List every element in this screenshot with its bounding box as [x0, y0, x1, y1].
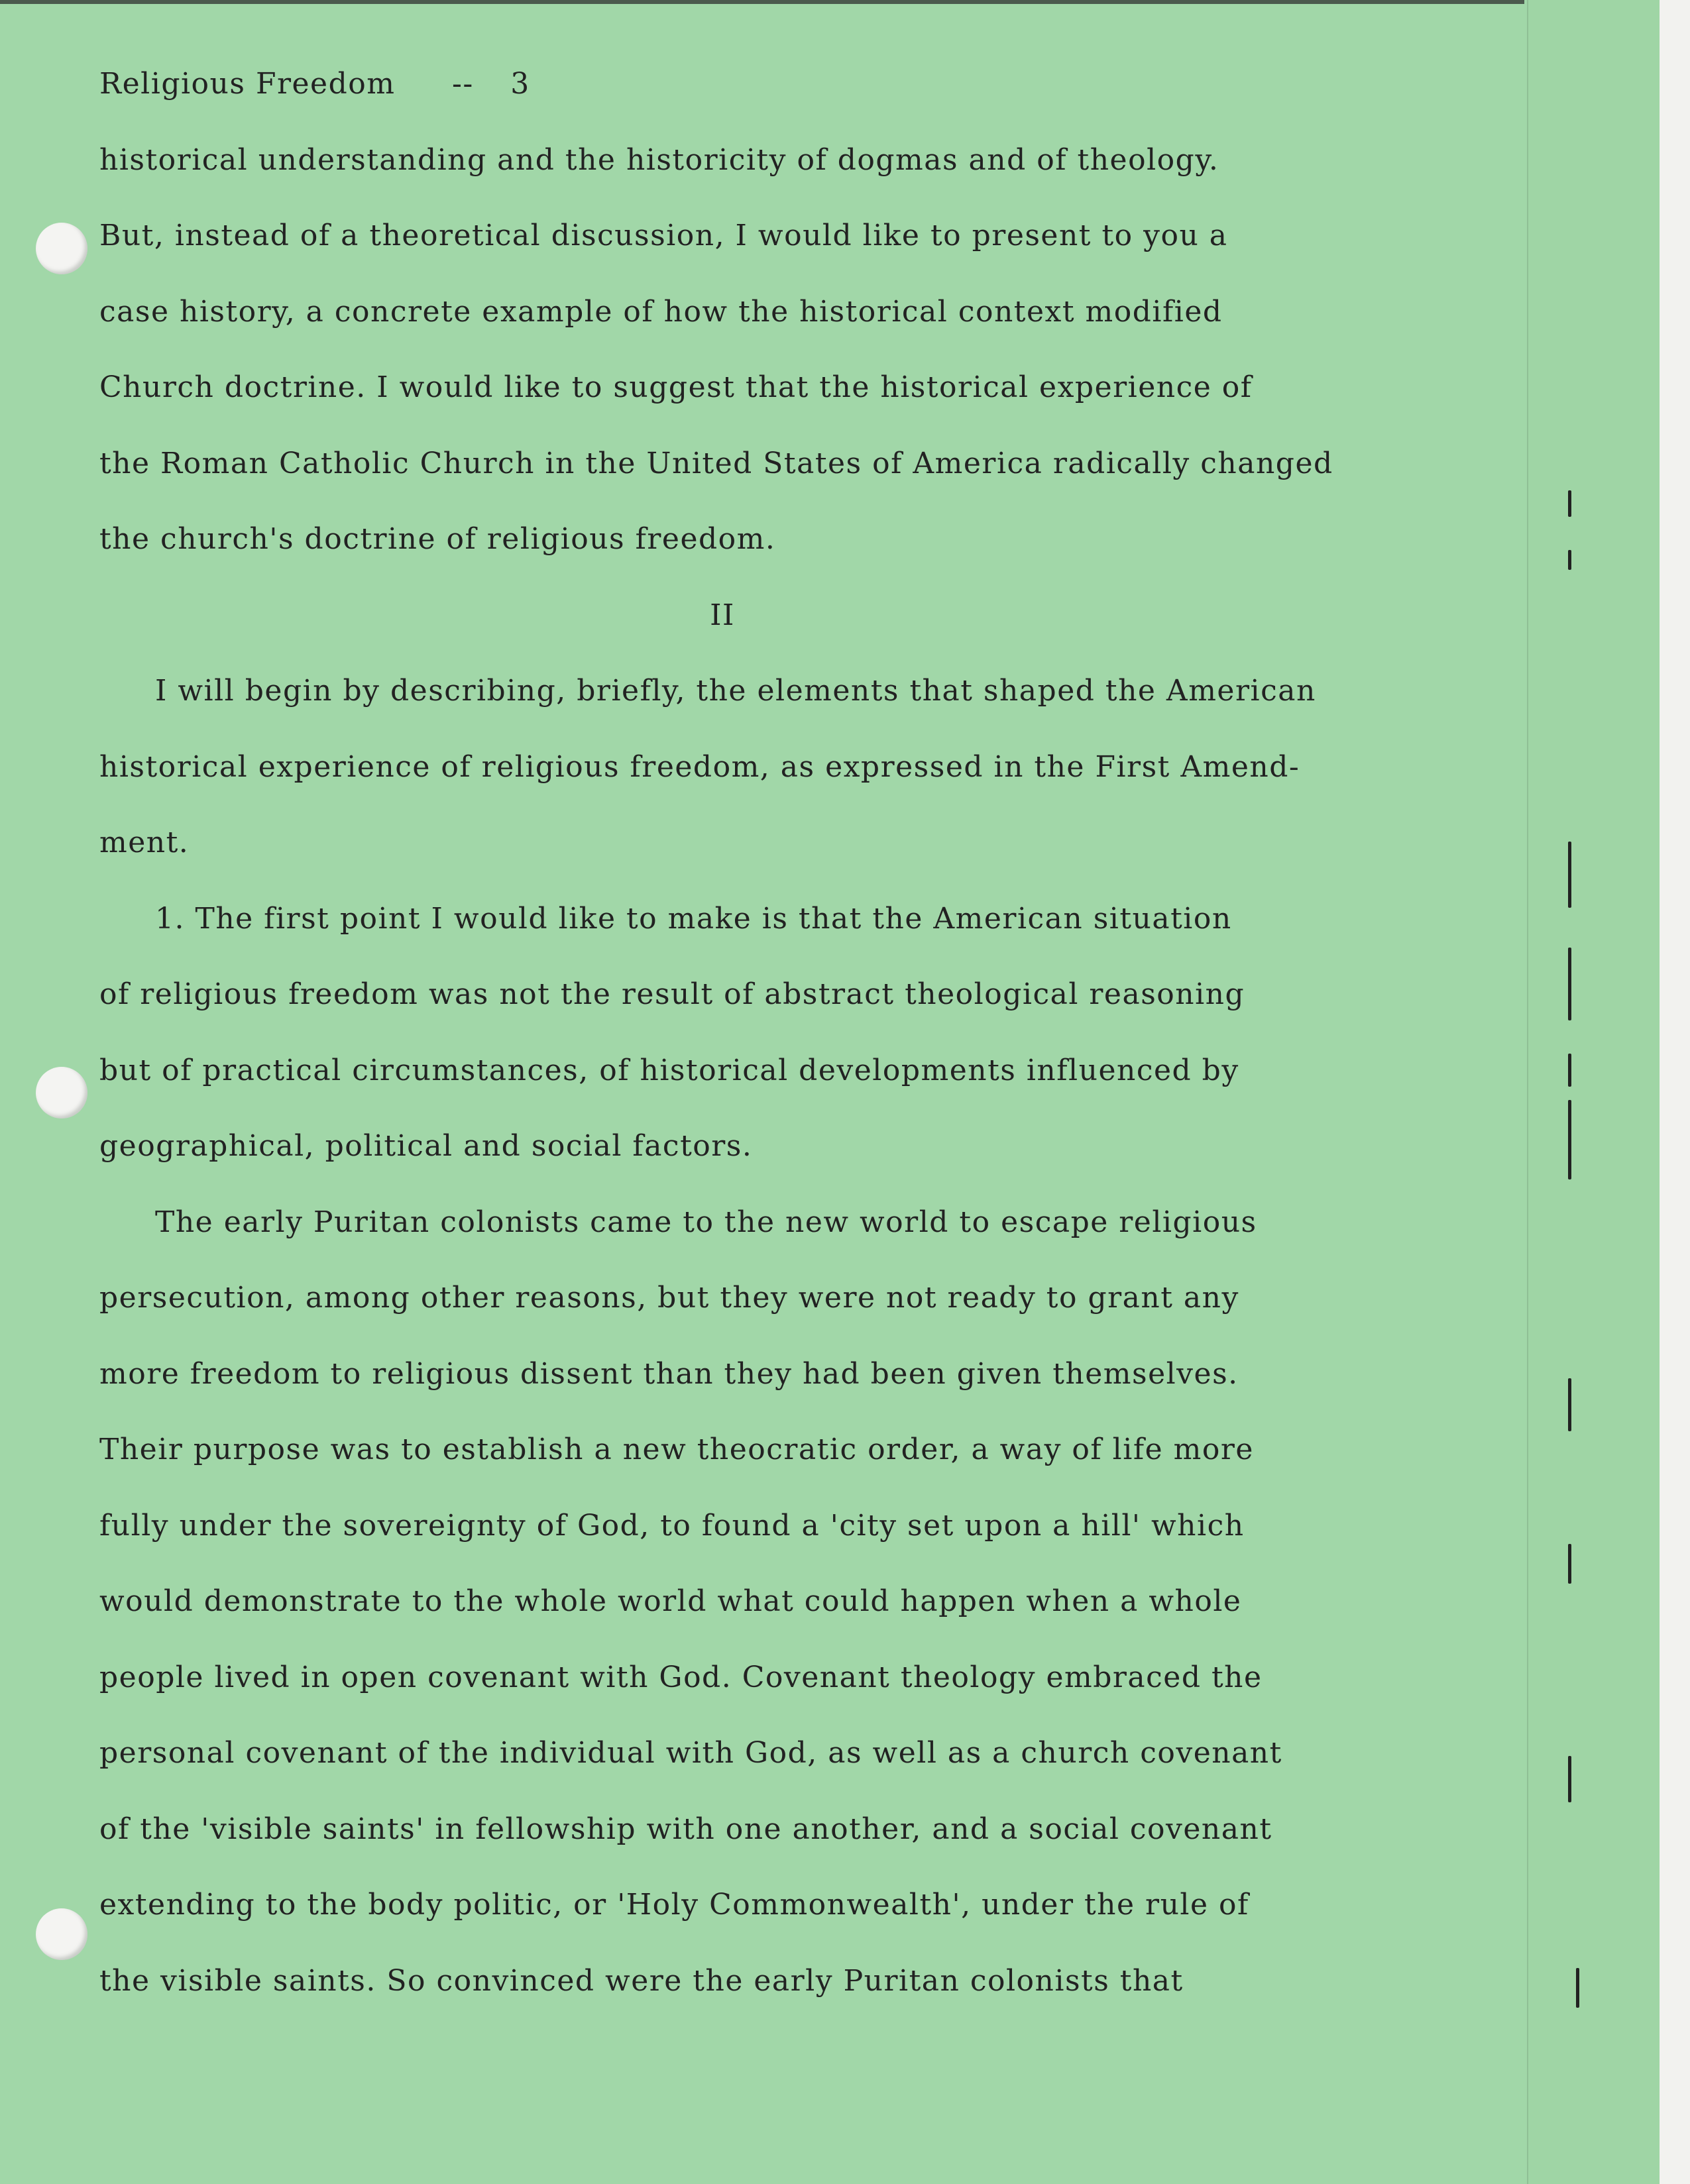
text-line: historical experience of religious freedom, as expressed in the First Amend-	[99, 749, 1300, 784]
text-line: people lived in open covenant with God. Covenant theology embraced the	[99, 1660, 1263, 1694]
text-line: extending to the body politic, or 'Holy Commonwealth', under the rule of	[99, 1888, 1249, 1922]
page-margin-strip	[1527, 0, 1661, 2184]
section-numeral: II	[710, 598, 735, 632]
text-line: of the 'visible saints' in fellowship with one another, and a social covenant	[99, 1812, 1272, 1846]
text-line: ment.	[99, 826, 190, 859]
text-line: but of practical circumstances, of historical developments influenced by	[99, 1053, 1239, 1087]
text-line: would demonstrate to the whole world what could happen when a whole	[99, 1584, 1242, 1618]
page-header	[99, 46, 1445, 123]
scan-top-edge	[0, 0, 1524, 4]
text-line: case history, a concrete example of how the historical context modified	[99, 294, 1223, 329]
punch-hole-middle	[36, 1067, 87, 1119]
header-page-number: 3	[510, 67, 530, 101]
text-line: the church's doctrine of religious freedom.	[99, 522, 776, 556]
margin-mark	[1568, 875, 1571, 908]
text-line: more freedom to religious dissent than they had been given themselves.	[99, 1356, 1239, 1391]
punch-hole-top	[36, 223, 87, 274]
text-line: the Roman Catholic Church in the United States of America radically changed	[99, 446, 1333, 480]
scan-right-edge	[1660, 0, 1690, 2184]
text-line: But, instead of a theoretical discussion, I would like to present to you a	[99, 219, 1228, 252]
header-separator: --	[451, 67, 474, 101]
text-line: I will begin by describing, briefly, the elements that shaped the American	[155, 674, 1316, 708]
margin-mark	[1568, 490, 1571, 517]
margin-mark	[1568, 1378, 1571, 1431]
text-line: geographical, political and social factors.	[99, 1129, 753, 1163]
text-line: Church doctrine. I would like to suggest that the historical experience of	[99, 370, 1253, 404]
margin-mark	[1568, 1054, 1571, 1087]
margin-mark	[1568, 550, 1571, 570]
margin-mark	[1568, 948, 1571, 1020]
typed-text-body	[99, 46, 1445, 2019]
punch-hole-bottom	[36, 1908, 87, 1960]
text-line: the visible saints. So convinced were the early Puritan colonists that	[99, 1963, 1184, 1998]
text-line: Their purpose was to establish a new theocratic order, a way of life more	[99, 1433, 1254, 1466]
text-line: The early Puritan colonists came to the new world to escape religious	[155, 1205, 1257, 1239]
text-line: persecution, among other reasons, but they were not ready to grant any	[99, 1281, 1239, 1315]
margin-mark	[1568, 1544, 1571, 1584]
text-line: personal covenant of the individual with God, as well as a church covenant	[99, 1736, 1282, 1770]
text-line: 1. The first point I would like to make is that the American situation	[155, 901, 1232, 936]
margin-mark	[1576, 1968, 1579, 2008]
margin-mark	[1568, 1100, 1571, 1179]
header-title: Religious Freedom	[99, 67, 396, 101]
text-line: of religious freedom was not the result of abstract theological reasoning	[99, 977, 1245, 1011]
text-line: fully under the sovereignty of God, to found a 'city set upon a hill' which	[99, 1508, 1245, 1543]
margin-mark	[1568, 1756, 1571, 1802]
text-line: historical understanding and the historicity of dogmas and of theology.	[99, 142, 1219, 177]
